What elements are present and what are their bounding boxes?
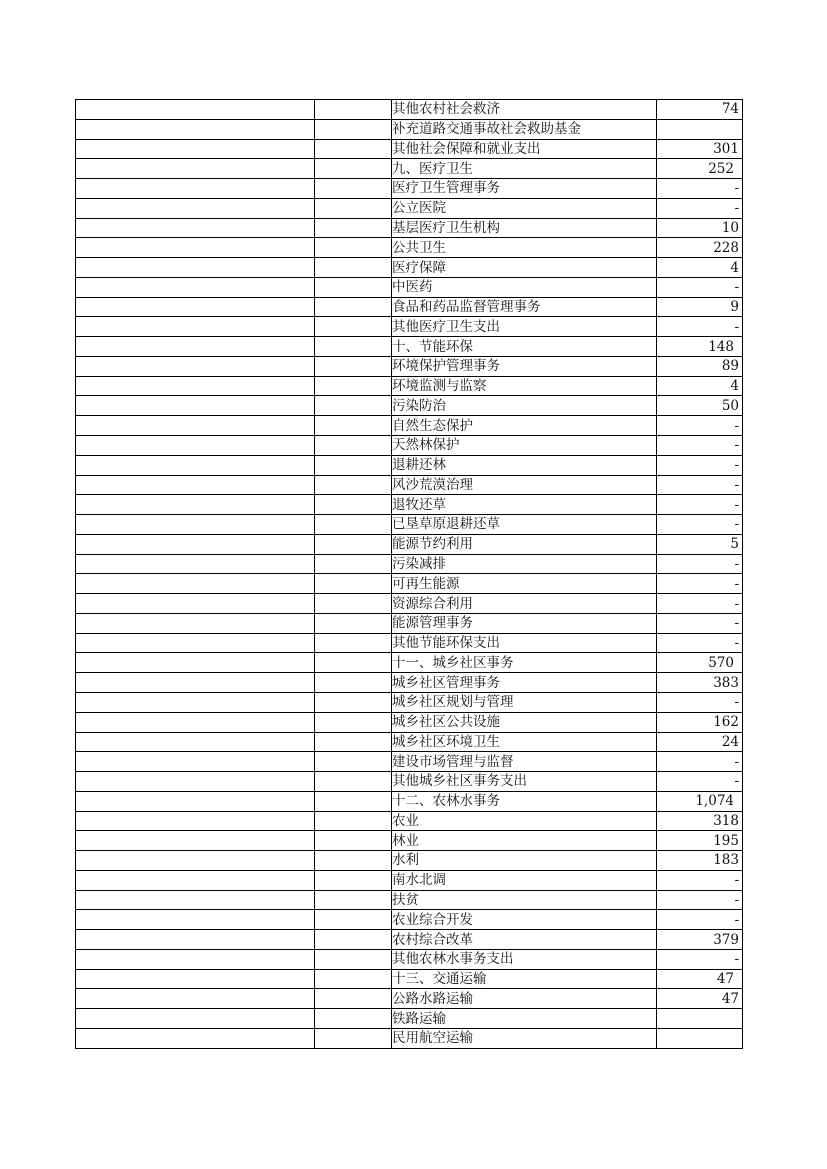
item-name: 公共卫生: [392, 238, 657, 258]
empty-cell: [315, 297, 392, 317]
empty-cell: [76, 633, 315, 653]
empty-cell: [315, 317, 392, 337]
empty-cell: [76, 317, 315, 337]
item-name: 建设市场管理与监督: [392, 752, 657, 772]
empty-cell: [76, 1028, 315, 1048]
empty-cell: [315, 791, 392, 811]
empty-cell: [315, 416, 392, 436]
empty-cell: [315, 870, 392, 890]
empty-cell: [315, 633, 392, 653]
empty-cell: [76, 692, 315, 712]
empty-cell: [76, 989, 315, 1009]
empty-cell: [76, 297, 315, 317]
table-row: [76, 238, 743, 258]
empty-cell: [315, 653, 392, 673]
empty-cell: [76, 1009, 315, 1029]
empty-cell: [76, 139, 315, 159]
table-row: [76, 653, 743, 673]
empty-cell: [76, 851, 315, 871]
item-name: 补充道路交通事故社会救助基金: [392, 119, 657, 139]
amount-cell: 47: [657, 969, 743, 989]
empty-cell: [76, 772, 315, 792]
item-name: 南水北调: [392, 870, 657, 890]
empty-cell: [76, 396, 315, 416]
empty-cell: [76, 416, 315, 436]
empty-cell: [76, 594, 315, 614]
item-name: 扶贫: [392, 890, 657, 910]
table-row: [76, 673, 743, 693]
amount-cell: -: [657, 416, 743, 436]
empty-cell: [76, 653, 315, 673]
table-row: [76, 297, 743, 317]
amount-cell: -: [657, 910, 743, 930]
empty-cell: [76, 791, 315, 811]
category-heading: 十三、交通运输: [392, 969, 657, 989]
amount-cell: 74: [657, 100, 743, 120]
empty-cell: [76, 554, 315, 574]
item-name: 污染减排: [392, 554, 657, 574]
table-row: [76, 416, 743, 436]
empty-cell: [76, 198, 315, 218]
empty-cell: [315, 139, 392, 159]
table-row: [76, 969, 743, 989]
item-name: 环境保护管理事务: [392, 356, 657, 376]
amount-cell: [657, 1009, 743, 1029]
amount-cell: -: [657, 870, 743, 890]
table-row: [76, 851, 743, 871]
empty-cell: [315, 989, 392, 1009]
amount-cell: -: [657, 515, 743, 535]
amount-cell: -: [657, 436, 743, 456]
empty-cell: [76, 811, 315, 831]
item-name: 能源管理事务: [392, 613, 657, 633]
amount-cell: 383: [657, 673, 743, 693]
empty-cell: [76, 376, 315, 396]
amount-cell: -: [657, 772, 743, 792]
amount-cell: 9: [657, 297, 743, 317]
table-row: [76, 554, 743, 574]
amount-cell: -: [657, 277, 743, 297]
empty-cell: [315, 890, 392, 910]
table-row: [76, 159, 743, 179]
empty-cell: [76, 712, 315, 732]
amount-cell: -: [657, 574, 743, 594]
table-row: [76, 692, 743, 712]
item-name: 铁路运输: [392, 1009, 657, 1029]
amount-cell: 4: [657, 376, 743, 396]
item-name: 其他社会保障和就业支出: [392, 139, 657, 159]
table-row: [76, 376, 743, 396]
table-row: [76, 910, 743, 930]
table-row: [76, 179, 743, 199]
table-row: [76, 396, 743, 416]
table-row: [76, 930, 743, 950]
amount-cell: 228: [657, 238, 743, 258]
amount-cell: 1,074: [657, 791, 743, 811]
table-row: [76, 772, 743, 792]
empty-cell: [315, 712, 392, 732]
table-row: [76, 949, 743, 969]
empty-cell: [315, 515, 392, 535]
table-row: [76, 198, 743, 218]
empty-cell: [315, 831, 392, 851]
empty-cell: [315, 455, 392, 475]
item-name: 医疗保障: [392, 258, 657, 278]
empty-cell: [315, 910, 392, 930]
empty-cell: [315, 436, 392, 456]
empty-cell: [76, 100, 315, 120]
empty-cell: [315, 752, 392, 772]
empty-cell: [76, 831, 315, 851]
empty-cell: [76, 455, 315, 475]
item-name: 其他农林水事务支出: [392, 949, 657, 969]
item-name: 食品和药品监督管理事务: [392, 297, 657, 317]
amount-cell: 195: [657, 831, 743, 851]
amount-cell: 183: [657, 851, 743, 871]
empty-cell: [315, 554, 392, 574]
table-row: [76, 218, 743, 238]
table-row: [76, 1028, 743, 1048]
category-heading: 十二、农林水事务: [392, 791, 657, 811]
item-name: 其他医疗卫生支出: [392, 317, 657, 337]
empty-cell: [76, 436, 315, 456]
empty-cell: [315, 198, 392, 218]
item-name: 其他节能环保支出: [392, 633, 657, 653]
table-row: [76, 890, 743, 910]
item-name: 可再生能源: [392, 574, 657, 594]
amount-cell: -: [657, 752, 743, 772]
empty-cell: [76, 258, 315, 278]
table-row: [76, 574, 743, 594]
empty-cell: [315, 1028, 392, 1048]
amount-cell: 4: [657, 258, 743, 278]
item-name: 农村综合改革: [392, 930, 657, 950]
empty-cell: [315, 772, 392, 792]
amount-cell: -: [657, 890, 743, 910]
category-heading: 十、节能环保: [392, 337, 657, 357]
item-name: 其他城乡社区事务支出: [392, 772, 657, 792]
table-row: [76, 989, 743, 1009]
category-heading: 九、医疗卫生: [392, 159, 657, 179]
empty-cell: [76, 969, 315, 989]
table-row: [76, 495, 743, 515]
amount-cell: 162: [657, 712, 743, 732]
empty-cell: [315, 1009, 392, 1029]
item-name: 城乡社区管理事务: [392, 673, 657, 693]
amount-cell: -: [657, 179, 743, 199]
amount-cell: 252: [657, 159, 743, 179]
empty-cell: [76, 119, 315, 139]
amount-cell: -: [657, 633, 743, 653]
empty-cell: [76, 238, 315, 258]
table-row: [76, 870, 743, 890]
item-name: 环境监测与监察: [392, 376, 657, 396]
empty-cell: [76, 949, 315, 969]
empty-cell: [315, 673, 392, 693]
amount-cell: 10: [657, 218, 743, 238]
empty-cell: [315, 811, 392, 831]
table-row: [76, 317, 743, 337]
empty-cell: [76, 574, 315, 594]
empty-cell: [315, 692, 392, 712]
amount-cell: -: [657, 692, 743, 712]
empty-cell: [315, 969, 392, 989]
table-row: [76, 1009, 743, 1029]
table-row: [76, 791, 743, 811]
item-name: 自然生态保护: [392, 416, 657, 436]
item-name: 基层医疗卫生机构: [392, 218, 657, 238]
empty-cell: [315, 495, 392, 515]
amount-cell: 24: [657, 732, 743, 752]
amount-cell: [657, 119, 743, 139]
table-row: [76, 633, 743, 653]
empty-cell: [76, 218, 315, 238]
empty-cell: [76, 495, 315, 515]
table-row: [76, 436, 743, 456]
table-row: [76, 119, 743, 139]
table-row: [76, 356, 743, 376]
item-name: 林业: [392, 831, 657, 851]
amount-cell: -: [657, 594, 743, 614]
item-name: 公路水路运输: [392, 989, 657, 1009]
table-row: [76, 831, 743, 851]
empty-cell: [76, 534, 315, 554]
item-name: 风沙荒漠治理: [392, 475, 657, 495]
empty-cell: [315, 159, 392, 179]
item-name: 城乡社区规划与管理: [392, 692, 657, 712]
empty-cell: [315, 851, 392, 871]
table-row: [76, 100, 743, 120]
empty-cell: [76, 337, 315, 357]
table-row: [76, 752, 743, 772]
empty-cell: [315, 949, 392, 969]
table-row: [76, 139, 743, 159]
item-name: 农业: [392, 811, 657, 831]
amount-cell: -: [657, 613, 743, 633]
item-name: 资源综合利用: [392, 594, 657, 614]
empty-cell: [315, 376, 392, 396]
item-name: 退耕还林: [392, 455, 657, 475]
item-name: 城乡社区公共设施: [392, 712, 657, 732]
amount-cell: -: [657, 317, 743, 337]
amount-cell: -: [657, 949, 743, 969]
empty-cell: [76, 890, 315, 910]
table-row: [76, 515, 743, 535]
empty-cell: [315, 534, 392, 554]
empty-cell: [315, 258, 392, 278]
empty-cell: [315, 732, 392, 752]
empty-cell: [76, 277, 315, 297]
empty-cell: [76, 732, 315, 752]
empty-cell: [315, 613, 392, 633]
table-row: [76, 594, 743, 614]
empty-cell: [315, 574, 392, 594]
amount-cell: -: [657, 455, 743, 475]
amount-cell: 47: [657, 989, 743, 1009]
table-row: [76, 277, 743, 297]
amount-cell: 301: [657, 139, 743, 159]
empty-cell: [76, 179, 315, 199]
table-row: [76, 455, 743, 475]
item-name: 能源节约利用: [392, 534, 657, 554]
item-name: 农业综合开发: [392, 910, 657, 930]
empty-cell: [76, 356, 315, 376]
amount-cell: -: [657, 198, 743, 218]
empty-cell: [315, 396, 392, 416]
empty-cell: [315, 277, 392, 297]
empty-cell: [76, 752, 315, 772]
empty-cell: [315, 594, 392, 614]
item-name: 医疗卫生管理事务: [392, 179, 657, 199]
amount-cell: 379: [657, 930, 743, 950]
empty-cell: [76, 515, 315, 535]
empty-cell: [76, 870, 315, 890]
empty-cell: [315, 179, 392, 199]
empty-cell: [76, 910, 315, 930]
amount-cell: 50: [657, 396, 743, 416]
empty-cell: [315, 337, 392, 357]
item-name: 已垦草原退耕还草: [392, 515, 657, 535]
empty-cell: [315, 119, 392, 139]
amount-cell: 5: [657, 534, 743, 554]
empty-cell: [76, 930, 315, 950]
item-name: 城乡社区环境卫生: [392, 732, 657, 752]
empty-cell: [315, 100, 392, 120]
table-row: [76, 613, 743, 633]
item-name: 退牧还草: [392, 495, 657, 515]
amount-cell: [657, 1028, 743, 1048]
amount-cell: 570: [657, 653, 743, 673]
item-name: 中医药: [392, 277, 657, 297]
item-name: 污染防治: [392, 396, 657, 416]
table-row: [76, 811, 743, 831]
empty-cell: [315, 218, 392, 238]
item-name: 民用航空运输: [392, 1028, 657, 1048]
table-body: [76, 100, 743, 1049]
item-name: 公立医院: [392, 198, 657, 218]
expenditure-table: [75, 99, 743, 1049]
amount-cell: 148: [657, 337, 743, 357]
category-heading: 十一、城乡社区事务: [392, 653, 657, 673]
table-row: [76, 258, 743, 278]
empty-cell: [76, 613, 315, 633]
amount-cell: 318: [657, 811, 743, 831]
amount-cell: 89: [657, 356, 743, 376]
item-name: 其他农村社会救济: [392, 100, 657, 120]
table-row: [76, 732, 743, 752]
item-name: 水利: [392, 851, 657, 871]
table-row: [76, 337, 743, 357]
empty-cell: [315, 475, 392, 495]
empty-cell: [76, 673, 315, 693]
empty-cell: [315, 356, 392, 376]
table-row: [76, 475, 743, 495]
table-row: [76, 534, 743, 554]
empty-cell: [315, 930, 392, 950]
empty-cell: [76, 159, 315, 179]
amount-cell: -: [657, 475, 743, 495]
item-name: 天然林保护: [392, 436, 657, 456]
table-row: [76, 712, 743, 732]
empty-cell: [315, 238, 392, 258]
empty-cell: [76, 475, 315, 495]
amount-cell: -: [657, 554, 743, 574]
amount-cell: -: [657, 495, 743, 515]
